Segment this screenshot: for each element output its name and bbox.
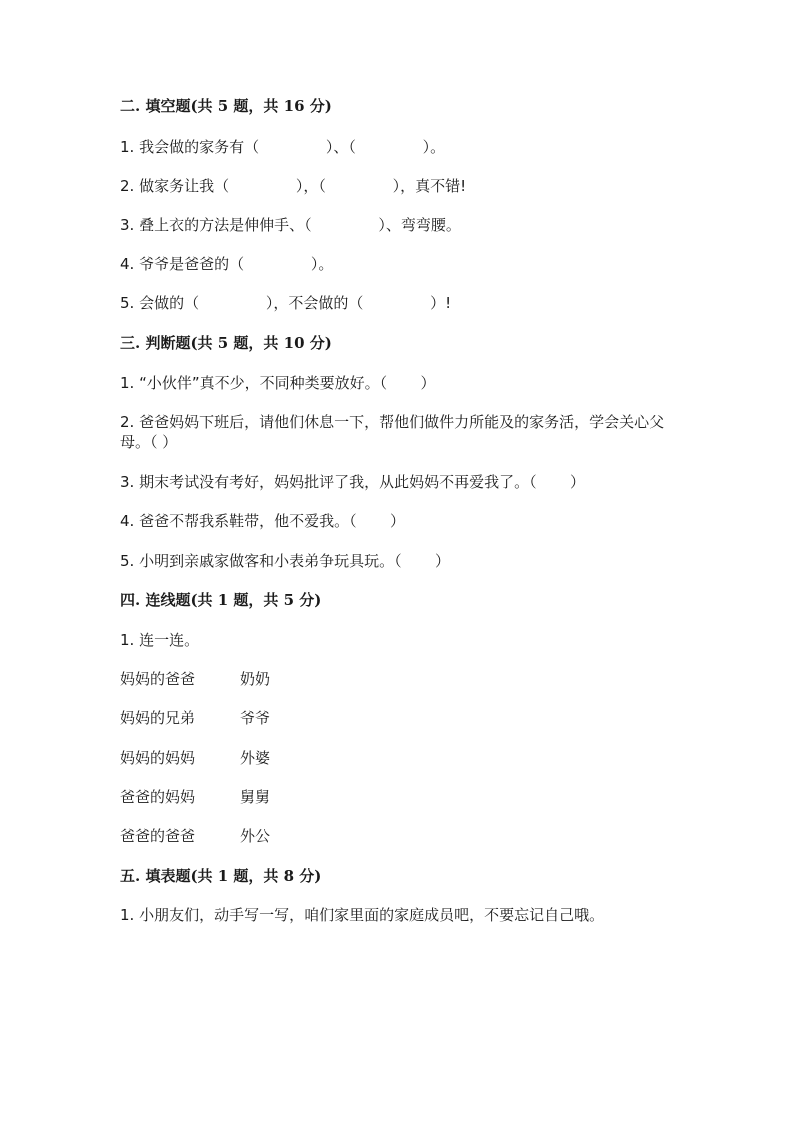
matching-right-item: 爷爷 — [240, 709, 271, 727]
matching-row — [120, 826, 270, 846]
matching-right-item: 奶奶 — [240, 670, 271, 688]
fill-blank-question-4: 4. 爷爷是爸爸的（ ）。 — [120, 255, 334, 273]
matching-question: 1. 连一连。 — [120, 631, 200, 649]
matching-row — [120, 787, 270, 807]
table-fill-question: 1. 小朋友们，动手写一写，咱们家里面的家庭成员吧，不要忘记自己哦。 — [120, 906, 605, 924]
fill-blank-question-5: 5. 会做的（ ），不会做的（ ）! — [120, 294, 452, 312]
judgment-question-2: 2. 爸爸妈妈下班后，请他们休息一下，帮他们做件力所能及的家务活，学会关心父母。（ ） — [120, 413, 665, 451]
section-heading-judgment: 三. 判断题(共 5 题，共 10 分) — [120, 334, 332, 352]
matching-left-item: 妈妈的兄弟 — [120, 709, 196, 727]
fill-blank-question-3: 3. 叠上衣的方法是伸伸手、（ ）、弯弯腰。 — [120, 216, 461, 234]
judgment-question-4: 4. 爸爸不帮我系鞋带，他不爱我。（ ） — [120, 512, 405, 530]
matching-right-item: 外婆 — [240, 749, 271, 767]
fill-blank-question-2: 2. 做家务让我（ ），（ ），真不错! — [120, 177, 467, 195]
matching-right-item: 舅舅 — [240, 788, 271, 806]
matching-left-item: 妈妈的妈妈 — [120, 749, 196, 767]
judgment-question-5: 5. 小明到亲戚家做客和小表弟争玩具玩。（ ） — [120, 552, 450, 570]
judgment-question-3: 3. 期末考试没有考好，妈妈批评了我，从此妈妈不再爱我了。（ ） — [120, 473, 585, 491]
matching-right-item: 外公 — [240, 827, 271, 845]
matching-left-item: 爸爸的爸爸 — [120, 827, 196, 845]
matching-row — [120, 669, 270, 689]
section-heading-table-fill: 五. 填表题(共 1 题，共 8 分) — [120, 867, 322, 885]
fill-blank-question-1: 1. 我会做的家务有（ ）、（ ）。 — [120, 138, 446, 156]
matching-left-item: 爸爸的妈妈 — [120, 788, 196, 806]
matching-left-item: 妈妈的爸爸 — [120, 670, 196, 688]
section-heading-matching: 四. 连线题(共 1 题，共 5 分) — [120, 591, 322, 609]
judgment-question-1: 1. “小伙伴”真不少，不同种类要放好。（ ） — [120, 374, 436, 392]
matching-row — [120, 748, 270, 768]
matching-row — [120, 708, 270, 728]
section-heading-fill-blank: 二. 填空题(共 5 题，共 16 分) — [120, 97, 332, 115]
